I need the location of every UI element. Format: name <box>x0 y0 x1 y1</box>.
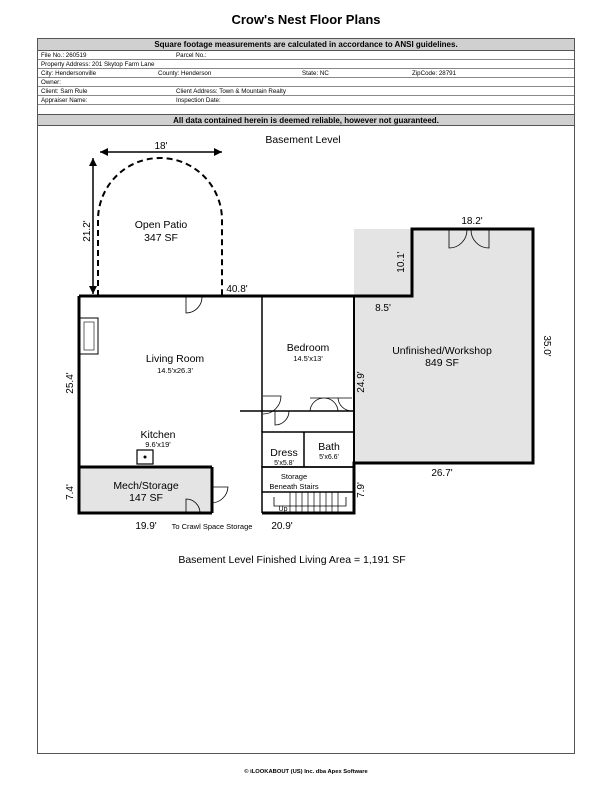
arrow-left-icon <box>100 148 108 156</box>
patio-door-icon <box>186 297 202 313</box>
footer-copyright: © iLOOKABOUT (US) Inc. dba Apex Software <box>244 769 368 775</box>
patio-area: 347 SF <box>144 232 178 244</box>
dress-door-icon <box>275 411 289 425</box>
dim-bottom-left: 19.9' <box>135 521 157 532</box>
state: State: NC <box>302 70 329 77</box>
bedroom-name: Bedroom <box>286 342 330 354</box>
dress-name: Dress <box>270 447 298 459</box>
dim-mech-side: 7.4' <box>65 484 76 500</box>
mech-storage-area: 147 SF <box>129 492 163 504</box>
workshop-name: Unfinished/Workshop <box>392 345 492 357</box>
client: Client: Sam Rule <box>41 88 88 95</box>
county: County: Henderson <box>158 70 212 77</box>
disclaimer: All data contained herein is deemed reliable, however not guaranteed. <box>38 114 574 126</box>
dim-top-wall: 40.8' <box>226 284 248 295</box>
fireplace-icon <box>80 318 98 354</box>
header-row-file <box>38 51 574 60</box>
owner: Owner: <box>41 79 61 86</box>
level-title: Basement Level <box>265 134 341 146</box>
workshop-area: 849 SF <box>425 357 459 369</box>
living-room-size: 14.5'x26.3' <box>157 366 193 375</box>
dim-patio-height: 21.2' <box>82 220 93 242</box>
header-row-appraiser <box>38 96 574 105</box>
finished-area-summary: Basement Level Finished Living Area = 1,191 SF <box>178 554 406 566</box>
file-number: File No.: 260519 <box>41 52 87 59</box>
closet-door-right-icon <box>338 398 352 411</box>
bedroom-size: 14.5'x13' <box>293 354 323 363</box>
appraiser-name: Appraiser Name: <box>41 97 88 104</box>
dim-step-width: 8.5' <box>375 303 391 314</box>
bath-name: Bath <box>318 441 340 453</box>
sink-drain <box>144 456 147 459</box>
dress-size: 5'x5.8' <box>274 460 294 467</box>
property-address: Property Address: 201 Skytop Farm Lane <box>41 61 155 68</box>
header-row-client <box>38 87 574 96</box>
header-row-address <box>38 60 574 69</box>
patio-name: Open Patio <box>134 219 188 231</box>
dim-stair-side: 7.9' <box>356 482 367 498</box>
dim-bedroom-side: 24.9' <box>356 371 367 393</box>
dim-workshop-top: 18.2' <box>461 216 483 227</box>
header-row-location <box>38 69 574 78</box>
closet-door-left-icon <box>310 398 324 411</box>
dim-workshop-bottom: 26.7' <box>431 468 453 479</box>
dim-patio-width: 18' <box>154 141 168 152</box>
mech-door-icon <box>211 487 228 503</box>
storage-stairs-line1: Storage <box>280 472 308 481</box>
closet-door-center-icon <box>324 398 338 411</box>
client-address: Client Address: Town & Mountain Realty <box>176 88 286 95</box>
city: City: Hendersonville <box>41 70 97 77</box>
dim-workshop-offset: 10.1' <box>396 251 407 273</box>
header-row-owner <box>38 78 574 87</box>
crawl-space-label: To Crawl Space Storage <box>171 522 253 531</box>
kitchen-name: Kitchen <box>140 429 176 441</box>
dim-left-wall: 25.4' <box>65 372 76 394</box>
bath-size: 5'x6.6' <box>319 454 339 461</box>
dim-workshop-right: 35.0' <box>541 335 552 357</box>
page-title: Crow's Nest Floor Plans <box>231 12 381 27</box>
mech-storage-name: Mech/Storage <box>113 480 179 492</box>
inspection-date: Inspection Date: <box>176 97 221 104</box>
arrow-down-icon <box>89 286 97 294</box>
stairs-up-label: Up <box>278 506 288 513</box>
kitchen-size: 9.6'x19' <box>145 440 171 449</box>
storage-stairs-line2: Beneath Stairs <box>269 482 319 491</box>
stairs <box>290 492 338 513</box>
arrow-right-icon <box>214 148 222 156</box>
arrow-up-icon <box>89 158 97 166</box>
dim-bottom-right: 20.9' <box>271 521 293 532</box>
parcel-number: Parcel No.: <box>176 52 207 59</box>
ansi-notice: Square footage measurements are calculated in accordance to ANSI guidelines. <box>38 39 574 51</box>
floor-plan <box>37 130 575 570</box>
stair-arrow <box>274 497 346 506</box>
living-room-name: Living Room <box>145 353 205 365</box>
zipcode: ZipCode: 28791 <box>412 70 457 77</box>
